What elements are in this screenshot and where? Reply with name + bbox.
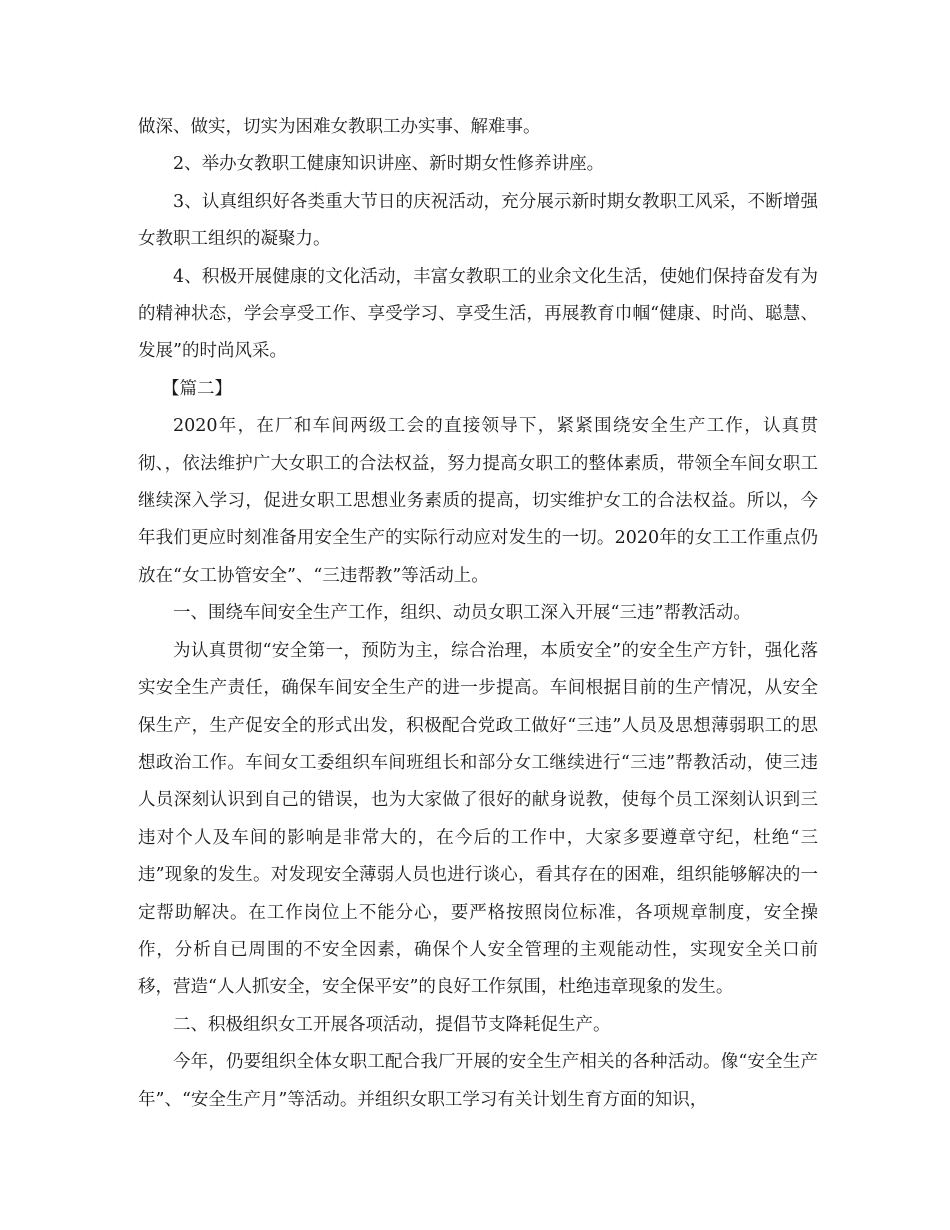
section-heading: 【篇二】 [162,378,232,399]
paragraph-item-4: 4、积极开展健康的文化活动，丰富女教职工的业余文化生活，使她们保持奋发有为的精神状态，学会享受工作、享受学习、享受生活，再展教育巾帼“健康、时尚、聪慧、发展”的时尚风采。 [138,266,818,362]
paragraph-continuation: 做深、做实，切实为困难女教职工办实事、解难事。 [138,117,541,137]
paragraph-item-2: 2、举办女教职工健康知识讲座、新时期女性修养讲座。 [173,154,605,175]
document-body [138,109,818,1119]
paragraph-body-one: 为认真贯彻“安全第一，预防为主，综合治理，本质安全”的安全生产方针，强化落实安全生产责任，确保车间安全生产的进一步提高。车间根据目前的生产情况，从安全保生产，生产促安全的形式出发，积极配合党政工做好“三违”人员及思想薄弱职工的思想政治工作。车间女工委组织车间班组长和部分女工继续进行“三违”帮教活动，使三违人员深刻认识到自己的错误，也为大家做了很好的献身说教，使每个员工深刻认识到三违对个人及车间的影响是非常大的，在今后的工作中，大家多要遵章守纪，杜绝“三违”现象的发生。对发现安全薄弱人员也进行谈心，看其存在的困难，组织能够解决的一定帮助解决。在工作岗位上不能分心，要严格按照岗位标准，各项规章制度，安全操作，分析自已周围的不安全因素，确保个人安全管理的主观能动性，实现安全关口前移，营造“人人抓安全，安全保平安”的良好工作氛围，杜绝违章现象的发生。 [138,640,818,998]
paragraph-item-3: 3、认真组织好各类重大节日的庆祝活动，充分展示新时期女教职工风采，不断增强女教职工组织的凝聚力。 [138,191,818,250]
paragraph-intro: 2020年，在厂和车间两级工会的直接领导下，紧紧围绕安全生产工作，认真贯彻、，依法维护广大女职工的合法权益，努力提高女职工的整体素质，带领全车间女职工继续深入学习，促进女职工思想业务素质的提高，切实维护女工的合法权益。所以，今年我们更应时刻准备用安全生产的实际行动应对发生的一切。2020年的女工工作重点仍放在“女工协管安全”、“三违帮教”等活动上。 [138,416,818,586]
paragraph-body-two: 今年，仍要组织全体女职工配合我厂开展的安全生产相关的各种活动。像“安全生产年”、“安全生产月”等活动。并组织女职工学习有关计划生育方面的知识， [138,1052,818,1110]
paragraph-heading-one: 一、围绕车间安全生产工作，组织、动员女职工深入开展“三违”帮教活动。 [173,603,751,624]
paragraph-heading-two: 二、积极组织女工开展各项活动，提倡节支降耗促生产。 [173,1014,611,1035]
